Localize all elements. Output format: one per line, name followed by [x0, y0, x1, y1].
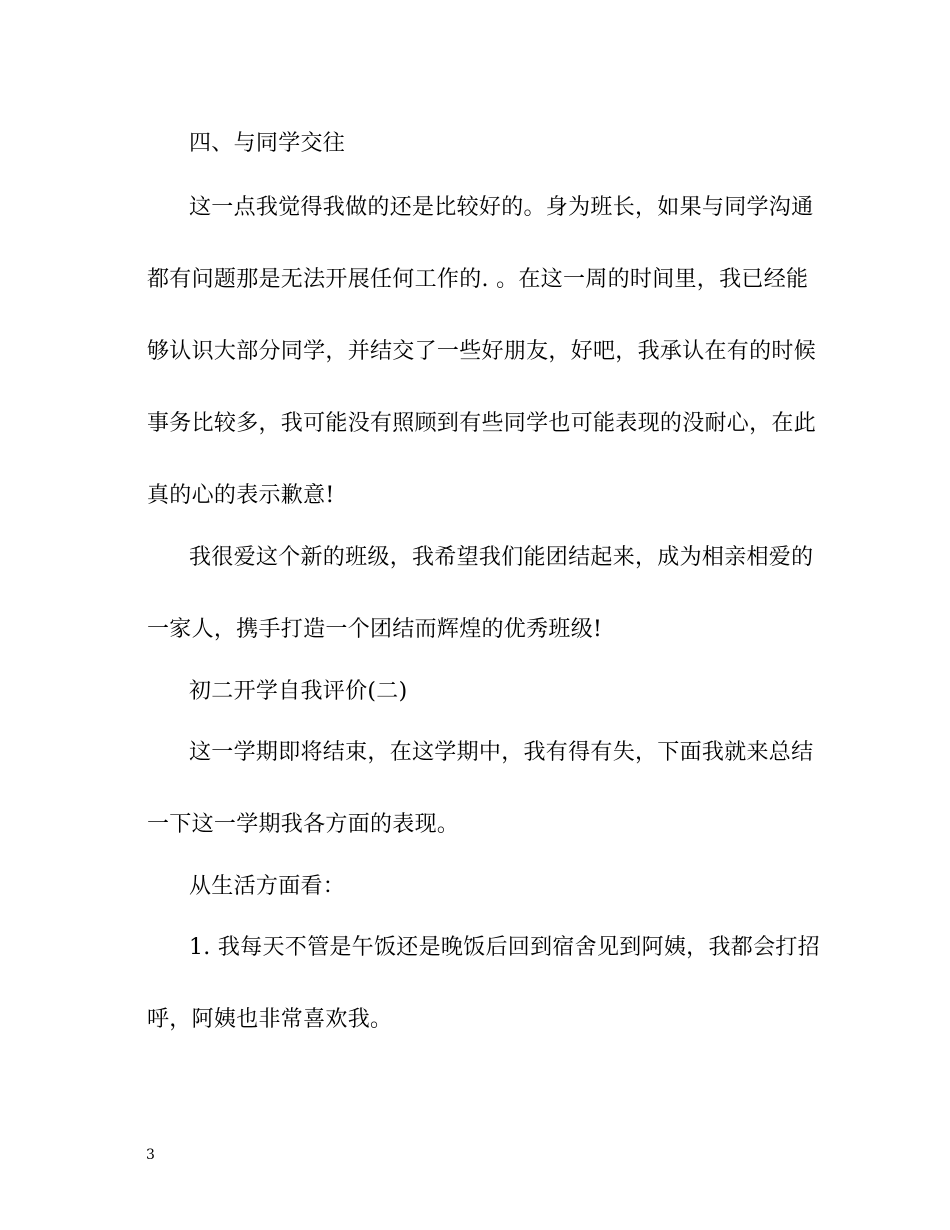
paragraph-line: 都有问题那是无法开展任何工作的. 。在这一周的时间里，我已经能: [147, 267, 809, 292]
paragraph-line: 事务比较多，我可能没有照顾到有些同学也可能表现的没耐心，在此: [147, 411, 817, 436]
paragraph-line: 一下这一学期我各方面的表现。: [147, 812, 460, 837]
page-number: 3: [146, 1147, 155, 1163]
paragraph-line: 呼，阿姨也非常喜欢我。: [147, 1007, 393, 1032]
paragraph-line: 真的心的表示歉意!: [147, 483, 335, 508]
list-item: 1. 我每天不管是午饭还是晚饭后回到宿舍见到阿姨，我都会打招: [189, 935, 820, 960]
paragraph-line: 从生活方面看：: [189, 874, 346, 899]
paragraph-line: 这一点我觉得我做的还是比较好的。身为班长，如果与同学沟通: [189, 195, 814, 220]
paragraph-line: 一家人，携手打造一个团结而辉煌的优秀班级!: [147, 617, 603, 642]
paragraph-line: 我很爱这个新的班级，我希望我们能团结起来，成为相亲相爱的: [189, 545, 814, 570]
paragraph-line: 够认识大部分同学，并结交了一些好朋友，好吧，我承认在有的时候: [147, 339, 817, 364]
section-heading: 四、与同学交往: [189, 131, 346, 156]
paragraph-line: 这一学期即将结束，在这学期中，我有得有失，下面我就来总结: [189, 740, 814, 765]
section-heading: 初二开学自我评价(二): [189, 679, 408, 704]
